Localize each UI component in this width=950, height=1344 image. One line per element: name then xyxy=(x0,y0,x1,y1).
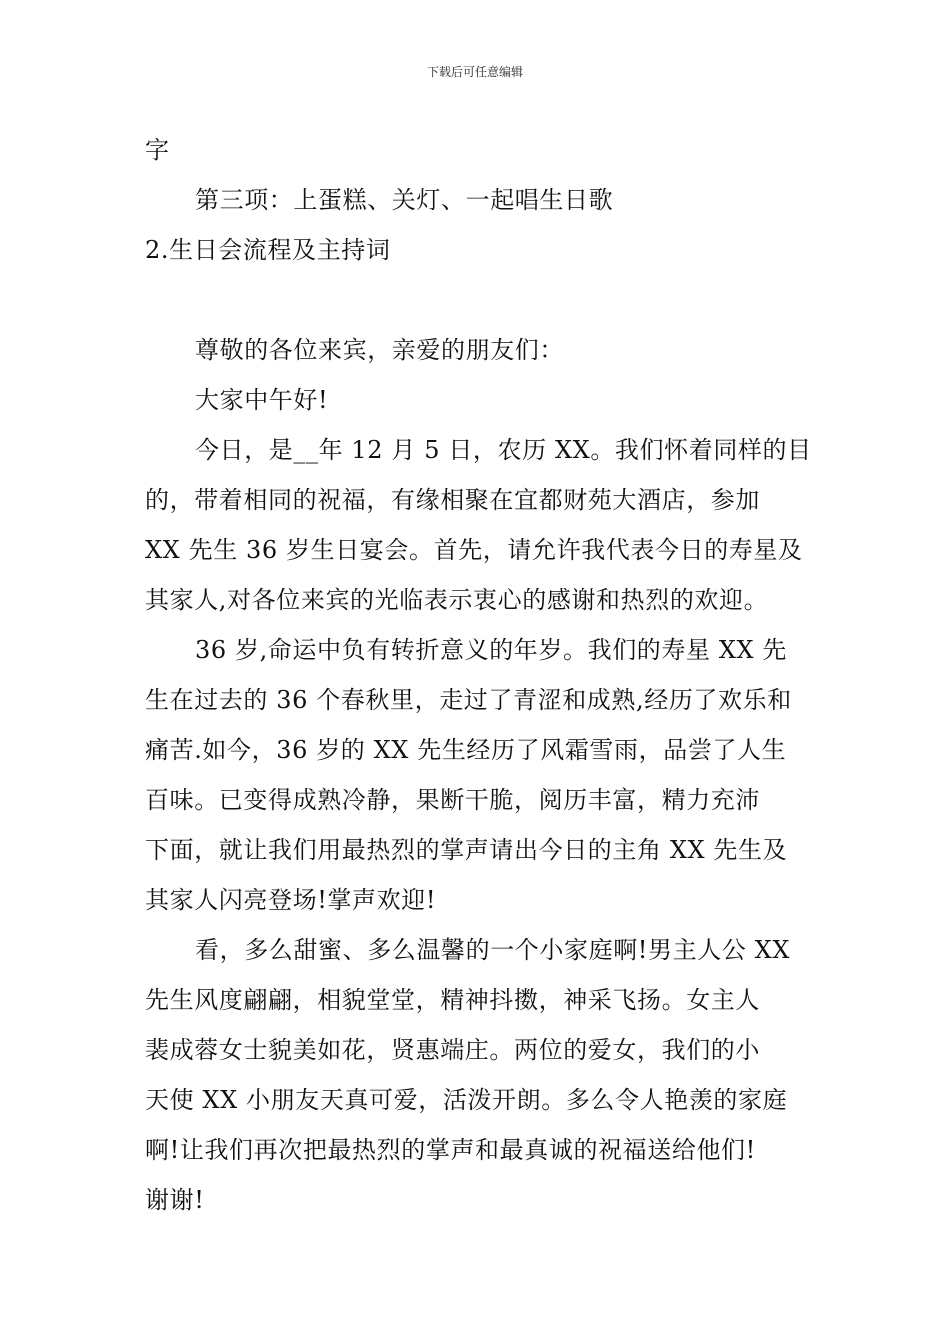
paragraph-line: 其家人,对各位来宾的光临表示衷心的感谢和热烈的欢迎。 xyxy=(145,586,769,614)
document-body xyxy=(145,125,812,1225)
paragraph-line: 下面，就让我们用最热烈的掌声请出今日的主角 XX 先生及 xyxy=(145,836,788,864)
paragraph-line: 天使 XX 小朋友天真可爱，活泼开朗。多么令人艳羡的家庭 xyxy=(145,1086,788,1114)
paragraph-line: 的，带着相同的祝福，有缘相聚在宜都财苑大酒店，参加 xyxy=(145,486,760,514)
blank-line xyxy=(145,275,807,325)
paragraph-line: 看，多么甜蜜、多么温馨的一个小家庭啊!男主人公 XX xyxy=(195,936,791,964)
paragraph-line: 百味。已变得成熟冷静，果断干脆，阅历丰富，精力充沛 xyxy=(145,786,760,814)
paragraph-line: 36 岁,命运中负有转折意义的年岁。我们的寿星 XX 先 xyxy=(195,636,788,664)
paragraph-line: 啊!让我们再次把最热烈的掌声和最真诚的祝福送给他们! xyxy=(145,1136,756,1164)
paragraph-line: 其家人闪亮登场!掌声欢迎! xyxy=(145,886,437,914)
section-heading: 2.生日会流程及主持词 xyxy=(145,236,391,264)
closing-thanks: 谢谢! xyxy=(145,1186,205,1214)
page-header: 下载后可任意编辑 xyxy=(426,65,523,79)
agenda-item-three: 第三项：上蛋糕、关灯、一起唱生日歌 xyxy=(195,186,614,214)
greeting: 大家中午好! xyxy=(195,386,329,414)
paragraph-line: 痛苦.如今，36 岁的 XX 先生经历了风霜雪雨，品尝了人生 xyxy=(145,736,787,764)
paragraph-line: 裴成蓉女士貌美如花，贤惠端庄。两位的爱女，我们的小 xyxy=(145,1036,760,1064)
salutation: 尊敬的各位来宾，亲爱的朋友们： xyxy=(195,336,564,364)
paragraph-line: 生在过去的 36 个春秋里，走过了青涩和成熟,经历了欢乐和 xyxy=(145,686,792,714)
paragraph-line: XX 先生 36 岁生日宴会。首先，请允许我代表今日的寿星及 xyxy=(145,536,803,564)
paragraph-line: 今日，是__年 12 月 5 日，农历 XX。我们怀着同样的目 xyxy=(195,436,812,464)
paragraph-line: 先生风度翩翩，相貌堂堂，精神抖擞，神采飞扬。女主人 xyxy=(145,986,760,1014)
text-line: 字 xyxy=(145,136,170,164)
